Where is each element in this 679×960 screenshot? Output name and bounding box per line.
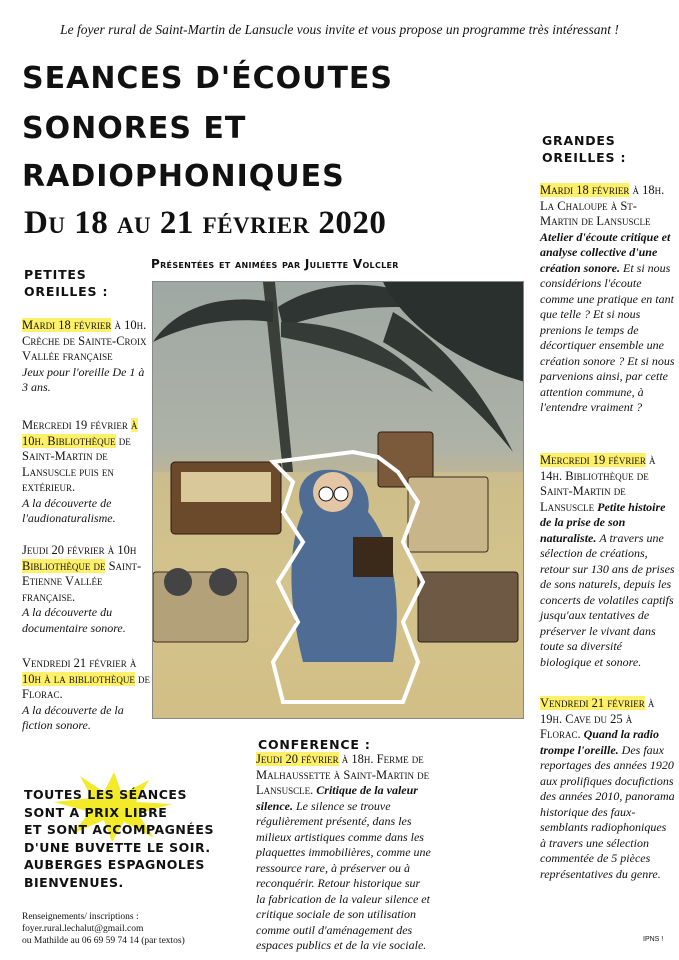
event-location: à 14h. Bibliothèque de Saint-Martin de Lansuscle [540, 453, 656, 514]
contact-info [22, 911, 185, 947]
event-date: Mercredi 19 février [540, 453, 646, 467]
event-date: Mardi 18 février [540, 183, 630, 197]
title-line-1: SEANCES D'ÉCOUTES [22, 61, 394, 96]
heading-line: OREILLES : [24, 284, 109, 299]
event-date: Jeudi 20 février [256, 752, 339, 766]
event-body: Et si nous considérions l'écoute comme une pratique en tant que telle ? Et si nous prenions le temps de décortiquer ensemble une création sonore ? Et si nous parvenions ainsi, par cette attention commune, à l'entendre vraiment ? [540, 260, 675, 414]
event-location: à 19h. Cave du 25 à Florac. [540, 696, 655, 741]
price-line: AUBERGES ESPAGNOLES [24, 857, 205, 872]
event-title: Atelier d'écoute critique et analyse collective d'une création sonore. [540, 229, 671, 275]
event-location: Saint-Etienne Vallée française. [22, 558, 142, 604]
event-title: Petite histoire de la prise de son naturaliste. [540, 499, 666, 545]
ipns-mark: IPNS ! [643, 936, 664, 943]
event-location: à 18h. Ferme de Malhaussette à Saint-Martin de Lansuscle. [256, 752, 430, 797]
event-date: Vendredi 21 février [540, 696, 645, 710]
title-line-2: SONORES ET [22, 111, 247, 146]
event-date: Mardi 18 février [22, 318, 112, 332]
kids-event-3 [22, 543, 152, 636]
event-date: 10h à la bibliothèque [22, 671, 135, 686]
event-description: A la découverte du documentaire sonore. [22, 605, 126, 635]
price-line: SONT A PRIX LIBRE [24, 804, 168, 820]
price-line: BIENVENUES. [24, 874, 124, 890]
presenter-line: Présentées et animées par Juliette Volcler [151, 257, 399, 271]
price-line: ET SONT ACCOMPAGNÉES [24, 822, 214, 837]
conference-heading: CONFERENCE : [258, 737, 371, 752]
intro-text: Le foyer rural de Saint-Martin de Lansucle vous invite et vous propose un programme très intéressant ! [60, 22, 619, 37]
adult-event-2 [540, 453, 675, 670]
heading-line: GRANDES [542, 133, 616, 148]
kids-event-4 [22, 656, 152, 734]
heading-line: OREILLES : [542, 150, 627, 165]
conference-event [256, 752, 432, 954]
event-description: Jeux pour l'oreille De 1 à 3 ans. [22, 364, 145, 394]
collage-photo [152, 281, 524, 719]
price-line: D'UNE BUVETTE LE SOIR. [24, 839, 211, 855]
event-date-prefix: Mercredi 19 février [22, 418, 131, 432]
contact-line: Renseignements/ inscriptions : [22, 912, 139, 922]
event-location: à 10h. Crèche de Sainte-Croix Vallée française [22, 318, 147, 363]
event-body: Le silence se trouve régulièrement présenté, dans les milieux artistiques comme dans les plaquettes immobilières, comme une ressource rare, à préserver ou à reconquérir. Retour historique sur la fabrication de la valeur silence et critique sociale de son utilisation comme outil d'aménagement des espaces publics et de la vie sociale. [256, 798, 431, 952]
price-info [24, 786, 234, 891]
event-description: A la découverte de la fiction sonore. [22, 702, 124, 732]
event-location: de Florac. [22, 671, 150, 701]
event-date: Bibliothèque de [22, 558, 106, 573]
heading-line: PETITES [24, 267, 87, 282]
event-dates: Du 18 au 21 février 2020 [24, 205, 387, 241]
event-location: à 18h. La Chaloupe à St-Martin de Lansuscle [540, 183, 665, 228]
event-title: Quand la radio trompe l'oreille. [540, 727, 659, 757]
grandes-oreilles-heading [542, 132, 626, 166]
adult-event-3 [540, 696, 675, 882]
event-body: A travers une sélection de créations, retour sur 130 ans de prises de sons naturels, depuis les concerts de volatiles captifs jusqu'aux tentatives de préserver le vivant dans toute sa diversité biologique et sonore. [540, 530, 675, 669]
event-date-prefix: Vendredi 21 février à [22, 656, 137, 670]
kids-event-2 [22, 418, 152, 527]
event-date: à 10h. Bibliothèque [22, 418, 138, 448]
price-line: TOUTES LES SÉANCES [24, 787, 187, 802]
contact-email[interactable]: foyer.rural.lechalut@gmail.com [22, 924, 144, 934]
contact-phone: ou Mathilde au 06 69 59 74 14 (par textos) [22, 936, 185, 946]
petites-oreilles-heading [24, 266, 108, 300]
kids-event-1 [22, 318, 152, 396]
event-description: A la découverte de l'audionaturalisme. [22, 495, 116, 525]
event-title: Critique de la valeur silence. [256, 783, 418, 813]
event-location: de Saint-Martin de Lansuscle puis en extérieur. [22, 433, 131, 494]
event-body: Des faux reportages des années 1920 aux prolifiques docufictions des années 2010, panorama historique des faux-semblants radiophoniques à travers une sélection commentée de 5 pièces représentatives du genre. [540, 742, 675, 881]
vintage-radio-collage-image [153, 282, 524, 719]
adult-event-1 [540, 183, 675, 416]
title-line-3: RADIOPHONIQUES [22, 159, 345, 194]
event-date-prefix: Jeudi 20 février à 10h [22, 543, 137, 557]
